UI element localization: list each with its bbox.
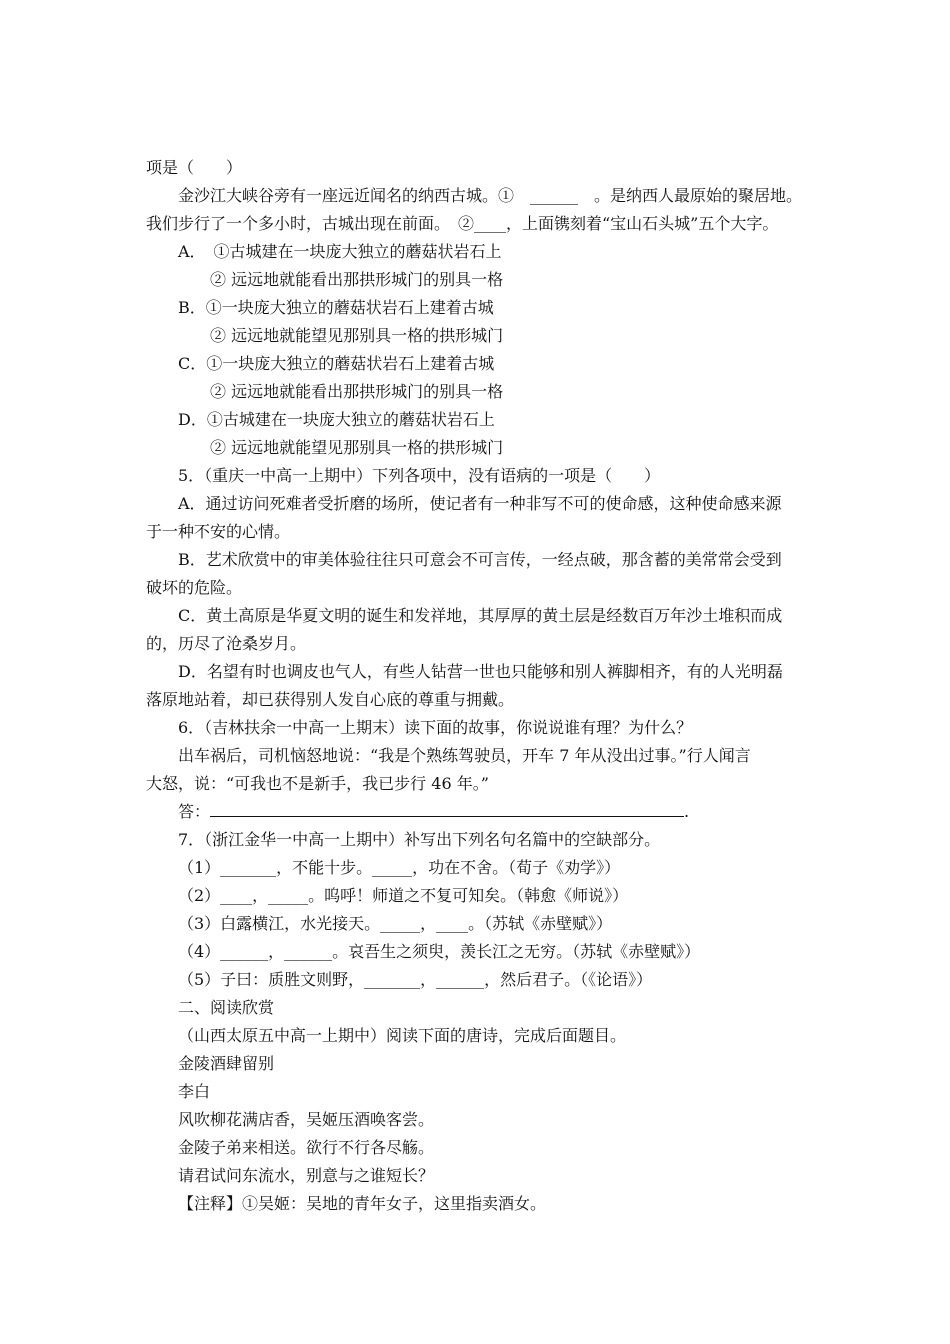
- poem-line-1: 风吹柳花满店香，吴姬压酒唤客尝。: [178, 1110, 435, 1129]
- question-7-stem: 7．（浙江金华一中高一上期中）补写出下列名句名篇中的空缺部分。: [178, 830, 661, 849]
- q5-option-c-line-1: C．黄土高原是华夏文明的诞生和发祥地，其厚厚的黄土层是经数百万年沙土堆积而成: [178, 606, 783, 625]
- q5-option-d-line-2: 落原地站着，却已获得别人发自心底的尊重与拥戴。: [146, 690, 515, 709]
- poem-title: 金陵酒肆留别: [178, 1054, 275, 1073]
- passage-line-2: 我们步行了一个多小时，古城出现在前面。 ②____，上面镌刻着“宝山石头城”五个大字。: [146, 214, 779, 233]
- q7-item-4: （4）______，______。哀吾生之须臾，羡长江之无穷。（苏轼《赤壁赋》）: [178, 942, 701, 961]
- question-6-stem: 6．（吉林扶余一中高一上期末）读下面的故事，你说说谁有理？为什么？: [178, 718, 693, 737]
- q7-item-2: （2）____，_____。呜呼！师道之不复可知矣。（韩愈《师说》）: [178, 886, 629, 905]
- option-c-line-2: ② 远远地就能看出那拱形城门的别具一格: [210, 382, 504, 401]
- option-b-line-1: B．①一块庞大独立的蘑菇状岩石上建着古城: [178, 298, 494, 317]
- q5-option-d-line-1: D．名望有时也调皮也气人，有些人钻营一世也只能够和别人裤脚相齐，有的人光明磊: [178, 662, 783, 681]
- q6-story-line-1: 出车祸后，司机恼怒地说：“我是个熟练驾驶员，开车 7 年从没出过事。”行人闻言: [178, 746, 751, 765]
- answer-label: 答：: [178, 802, 211, 821]
- q5-option-c-line-2: 的，历尽了沧桑岁月。: [146, 634, 307, 653]
- answer-blank[interactable]: [210, 802, 684, 817]
- q6-story-line-2: 大怒，说：“可我也不是新手，我已步行 46 年。”: [146, 774, 489, 793]
- option-c-line-1: C．①一块庞大独立的蘑菇状岩石上建着古城: [178, 354, 495, 373]
- question-5-stem: 5．（重庆一中高一上期中）下列各项中，没有语病的一项是（ ）: [178, 466, 661, 485]
- poem-line-2: 金陵子弟来相送。欲行不行各尽觞。: [178, 1138, 435, 1157]
- answer-period: .: [684, 802, 690, 821]
- option-a-line-2: ② 远远地就能看出那拱形城门的别具一格: [210, 270, 504, 289]
- option-b-line-2: ② 远远地就能望见那别具一格的拱形城门: [210, 326, 504, 345]
- poem-line-3: 请君试问东流水，别意与之谁短长？: [178, 1166, 435, 1185]
- q5-option-b-line-2: 破坏的危险。: [146, 578, 243, 597]
- passage-line-1: 金沙江大峡谷旁有一座远近闻名的纳西古城。① ______ 。是纳西人最原始的聚居地。: [178, 186, 803, 205]
- option-d-line-2: ② 远远地就能望见那别具一格的拱形城门: [210, 438, 504, 457]
- q5-option-a-line-1: A．通过访问死难者受折磨的场所，使记者有一种非写不可的使命感，这种使命感来源: [178, 494, 782, 513]
- q6-answer-line: [178, 802, 689, 822]
- q7-item-5: （5）子曰：质胜文则野，_______，______，然后君子。（《论语》）: [178, 970, 653, 989]
- q5-option-b-line-1: B．艺术欣赏中的审美体验往往只可意会不可言传，一经点破，那含蓄的美常常会受到: [178, 550, 782, 569]
- question-stem-continuation: 项是（ ）: [146, 158, 243, 177]
- reading-instruction: （山西太原五中高一上期中）阅读下面的唐诗，完成后面题目。: [178, 1026, 627, 1045]
- section-heading-reading: 二、阅读欣赏: [178, 998, 275, 1017]
- q5-option-a-line-2: 于一种不安的心情。: [146, 522, 291, 541]
- poem-annotation: 【注释】①吴姬：吴地的青年女子，这里指卖酒女。: [178, 1194, 547, 1213]
- q7-item-1: （1）_______，不能十步。_____，功在不舍。（荀子《劝学》）: [178, 858, 621, 877]
- q7-item-3: （3）白露横江，水光接天。_____，____。（苏轼《赤壁赋》）: [178, 914, 613, 933]
- option-d-line-1: D．①古城建在一块庞大独立的蘑菇状岩石上: [178, 410, 495, 429]
- option-a-line-1: A． ①古城建在一块庞大独立的蘑菇状岩石上: [178, 242, 502, 261]
- poem-author: 李白: [178, 1082, 211, 1101]
